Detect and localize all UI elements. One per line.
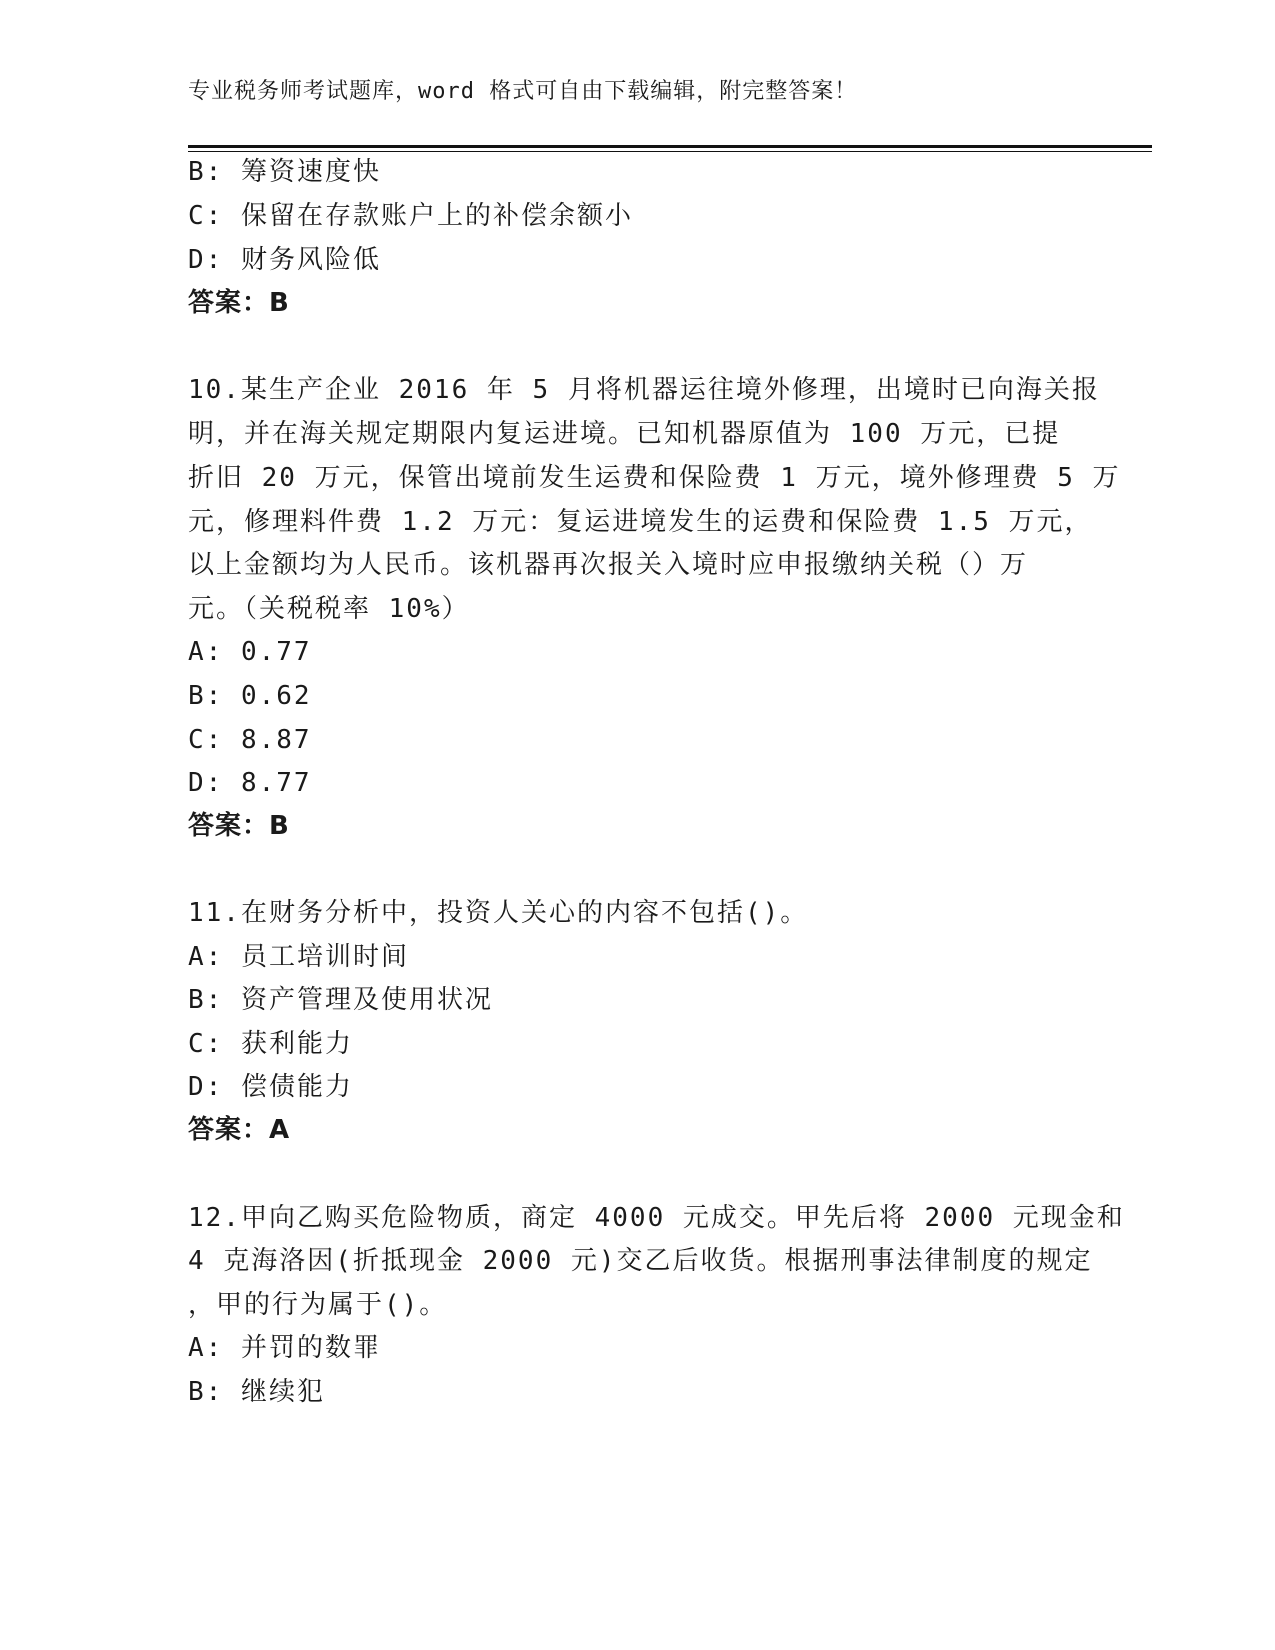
q10-stem-line-5: 以上金额均为人民币。该机器再次报关入境时应申报缴纳关税（）万 xyxy=(188,550,1029,580)
q11-answer: 答案：A xyxy=(188,1115,291,1145)
q9-option-b: B: 筹资速度快 xyxy=(188,157,381,187)
q11-option-a: A: 员工培训时间 xyxy=(188,942,409,972)
q12-stem-line-1: 12.甲向乙购买危险物质，商定 4000 元成交。甲先后将 2000 元现金和 xyxy=(188,1203,1125,1233)
q10-answer: 答案：B xyxy=(188,811,290,841)
q11-option-d: D: 偿债能力 xyxy=(188,1072,353,1102)
q11-option-c: C: 获利能力 xyxy=(188,1029,353,1059)
q12-option-b: B: 继续犯 xyxy=(188,1377,325,1407)
q12-stem-line-2: 4 克海洛因(折抵现金 2000 元)交乙后收货。根据刑事法律制度的规定 xyxy=(188,1246,1093,1276)
q10-stem-line-1: 10.某生产企业 2016 年 5 月将机器运往境外修理，出境时已向海关报 xyxy=(188,375,1100,405)
q12-option-a: A: 并罚的数罪 xyxy=(188,1333,381,1363)
q10-stem-line-6: 元。（关税税率 10%） xyxy=(188,594,470,624)
q11-option-b: B: 资产管理及使用状况 xyxy=(188,985,493,1015)
page-header: 专业税务师考试题库，word 格式可自由下载编辑，附完整答案！ xyxy=(188,79,858,104)
header-rule-thick xyxy=(188,145,1152,148)
q9-option-d: D: 财务风险低 xyxy=(188,245,381,275)
q10-stem-line-4: 元，修理料件费 1.2 万元：复运进境发生的运费和保险费 1.5 万元， xyxy=(188,507,1093,537)
q12-stem-line-3: ，甲的行为属于()。 xyxy=(188,1290,448,1320)
q9-option-c: C: 保留在存款账户上的补偿余额小 xyxy=(188,201,633,231)
q10-stem-line-3: 折旧 20 万元，保管出境前发生运费和保险费 1 万元，境外修理费 5 万 xyxy=(188,463,1121,493)
q10-option-d: D: 8.77 xyxy=(188,768,312,798)
q10-option-c: C: 8.87 xyxy=(188,725,312,755)
q9-answer: 答案：B xyxy=(188,288,290,318)
q10-stem-line-2: 明，并在海关规定期限内复运进境。已知机器原值为 100 万元，已提 xyxy=(188,419,1061,449)
header-rule-thin xyxy=(188,151,1152,152)
q10-option-b: B: 0.62 xyxy=(188,681,312,711)
q11-stem-line-1: 11.在财务分析中，投资人关心的内容不包括()。 xyxy=(188,898,809,928)
q10-option-a: A: 0.77 xyxy=(188,637,312,667)
